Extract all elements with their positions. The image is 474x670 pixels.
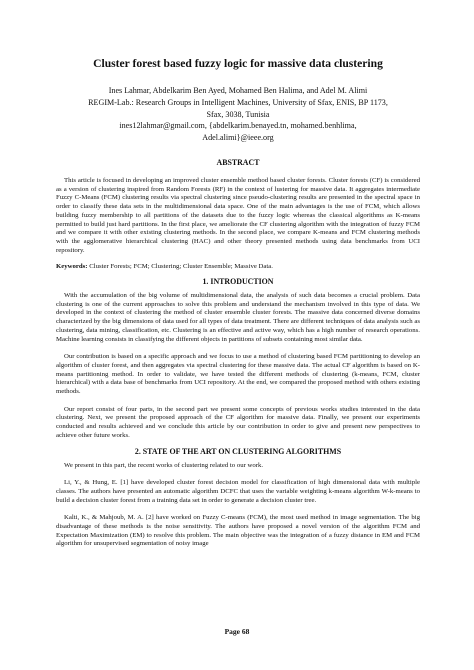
author-affiliation: REGIM-Lab.: Research Groups in Intelligent Machines, University of Sfax, ENIS, BP 1173,	[88, 97, 388, 107]
keywords	[56, 263, 420, 272]
intro-paragraph-1: With the accumulation of the big volume of multidimensional data, the analysis of such data becomes a crucial problem. Data clustering is one of the current approaches to solve this problem and understand the mechanism involved in this type of data. We developed in the context of clustering the method of cluster ensemble cluster forests. The massive data concerned diverse domains characterized by the big dimensions of data used for all types of data treatment. There are different techniques of data analysis such as clustering, data mining, classification, etc. Clustering is an effective and active way, which has a high number of research operations. Machine learning consists in classifying the different objects in partitions of subsets containing most similar data.	[56, 292, 420, 343]
keywords-text: Cluster Forests; FCM; Clustering; Cluster Ensemble; Massive Data.	[89, 263, 273, 271]
author-emails-cont: Adel.alimi}@ieee.org	[202, 133, 274, 143]
soa-paragraph-1: Li, Y., & Hung, E. [1] have developed cluster forest decision model for classification of high dimensional data with multiple classes. The authors have presented an automatic algorithm DCFC that uses the variable weighting k-means algorithm W-k-means to build a decision cluster forest from a training data set in order to generate a decision cluster tree.	[56, 479, 420, 504]
soa-paragraph-0: We present in this part, the recent works of clustering related to our work.	[64, 461, 264, 469]
soa-paragraph-2: Kalti, K., & Mahjoub, M. A. [2] have worked on Fuzzy C-means (FCM), the most used method in image segmentation. The big disadvantage of these methods is the noise sensitivity. The authors have proposed a novel version of the algorithm FCM and Expectation Maximization (EM) to resolve this problem. The main objective was the integration of a fuzzy distance in EM and FCM algorithm for unsupervised segmentation of noisy image	[56, 514, 420, 548]
author-names: Ines Lahmar, Abdelkarim Ben Ayed, Mohamed Ben Halima, and Adel M. Alimi	[108, 86, 368, 95]
author-emails: ines12lahmar@gmail.com, {abdelkarim.benayed.tn, mohamed.benhlima,	[119, 121, 357, 131]
intro-paragraph-3: Our report consist of four parts, in the second part we present some concepts of previous works studies interested in the data clustering. Next, we present the proposed approach of the CF algorithm for massive data. Finally, we present our experiments conducted and results achieved and we conclude this article by our contribution in order to give and present new perspectives to achieve other future works.	[56, 405, 420, 439]
author-address: Sfax, 3038, Tunisia	[206, 109, 270, 119]
page-number: Page 68	[224, 627, 250, 636]
abstract-heading: ABSTRACT	[216, 157, 260, 167]
intro-paragraph-2: Our contribution is based on a specific approach and we focus to use a method of clustering based FCM partitioning to develop an algorithm of cluster forest, and then aggregates via spectral clustering for these massive data. The actual CF algorithm is based on K-means partitioning method. In order to validate, we have tested the different methods of clustering (k-means, FCM, cluster hierarchical) with a data base of benchmarks from UCI repository. At the end, we compared the proposed method with others existing methods.	[56, 353, 420, 396]
section-heading-state-of-art: 2. STATE OF THE ART ON CLUSTERING ALGORITHMS	[134, 446, 342, 456]
author-block	[56, 85, 420, 144]
section-heading-introduction: 1. INTRODUCTION	[202, 277, 274, 287]
keywords-label: Keywords:	[56, 263, 88, 271]
paper-title: Cluster forest based fuzzy logic for massive data clustering	[93, 57, 383, 70]
abstract-text: This article is focused in developing an improved cluster ensemble method based cluster forests. Cluster forests (CF) is considered as a version of clustering inspired from Random Forests (RF) in the context of lustering for massive data. It aggregates intermediate Fuzzy C-Means (FCM) clustering results via spectral clustering since pseudo-clustering results are presented in the spectral space in order to classify these data sets in the multidimensional data space. One of the main advantages is the use of FCM, which allows building fuzzy membership to all partitions of the datasets due to the fuzzy logic whereas the classical algorithms as K-means permitted to build just hard partitions. In the first place, we ameliorate the CF clustering algorithm with the integration of fuzzy FCM and we compare it with other existing clustering methods. In the second place, we compare K-means and FCM clustering methods with the agglomerative hierarchical clustering (HAC) and other theory presented methods using data benchmarks from UCI repository.	[56, 176, 420, 254]
